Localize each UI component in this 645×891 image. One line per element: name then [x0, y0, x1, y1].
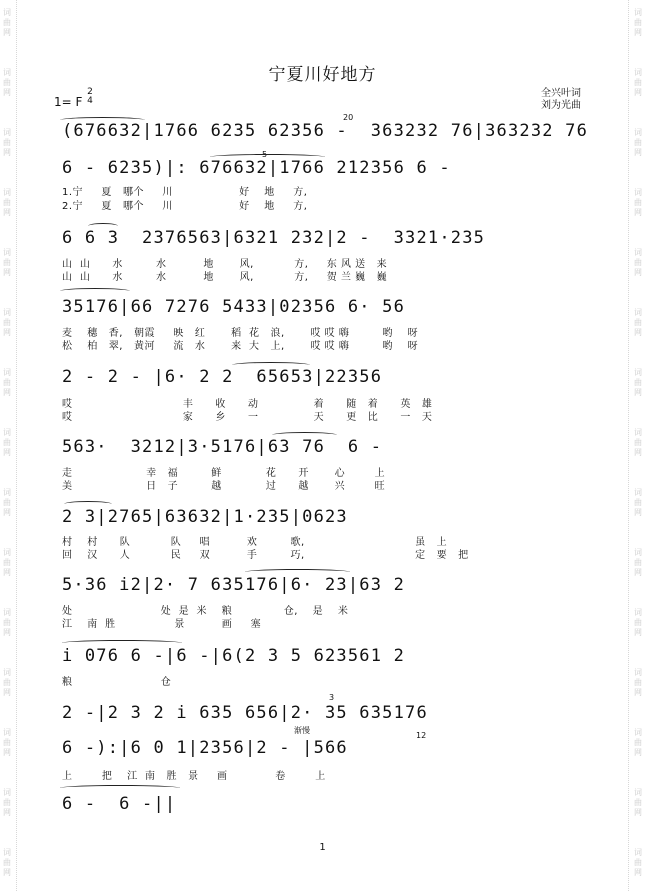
watermark-glyph-right: 曲	[634, 798, 642, 807]
watermark-glyph-left: 词	[3, 128, 11, 137]
lyric-row-6-verse-1: 走 幸 福 鲜 花 开 心 上	[62, 468, 386, 479]
watermark-glyph-left: 词	[3, 668, 11, 677]
lyric-row-7-verse-2: 回 汉 人 民 双 手 巧, 定 要 把	[62, 550, 469, 561]
mark-number-5: 5	[262, 150, 268, 159]
lyric-row-5-verse-2: 哎 家 乡 一 天 更 比 一 天	[62, 412, 433, 423]
lyric-row-8-verse-1: 处 处 是 米 粮 仓, 是 米	[62, 606, 349, 617]
watermark-glyph-right: 网	[634, 568, 642, 577]
watermark-glyph-right: 网	[634, 208, 642, 217]
lyric-row-3-verse-2: 山 山 水 水 地 风, 方, 贺 兰 巍 巍	[62, 272, 388, 283]
slur	[60, 785, 180, 791]
watermark-glyph-left: 曲	[3, 858, 11, 867]
watermark-glyph-right: 网	[634, 388, 642, 397]
lyric-row-9-verse-1: 粮 仓	[62, 677, 172, 688]
score-row-1: (676632|1766 6235 62356 - 363232 76|363232 76	[62, 121, 589, 141]
watermark-glyph-right: 词	[634, 848, 642, 857]
watermark-glyph-right: 网	[634, 808, 642, 817]
score-row-3: 6 6 3 2376563|6321 232|2 - 3321·235	[62, 228, 486, 248]
lyric-row-6-verse-2: 美 日 子 越 过 越 兴 旺	[62, 481, 386, 492]
page-number: 1	[319, 842, 326, 853]
watermark-glyph-right: 曲	[634, 378, 642, 387]
watermark-glyph-left: 曲	[3, 438, 11, 447]
watermark-glyph-left: 词	[3, 308, 11, 317]
lyric-row-11-verse-1: 上 把 江 南 胜 景 画 卷 上	[62, 771, 326, 782]
score-row-7: 2 3|2765|63632|1·235|0623	[62, 507, 348, 527]
watermark-glyph-left: 网	[3, 448, 11, 457]
watermark-glyph-left: 曲	[3, 318, 11, 327]
score-row-10: 2 -|2 3 2 i 635 656|2· 35 635176	[62, 703, 428, 723]
watermark-glyph-left: 曲	[3, 138, 11, 147]
watermark-glyph-right: 网	[634, 88, 642, 97]
score-row-4: 35176|66 7276 5433|02356 6· 56	[62, 297, 406, 317]
lyric-row-2-verse-1: 1.宁 夏 哪个 川 好 地 方,	[62, 187, 308, 198]
slur	[88, 223, 118, 229]
song-title: 宁夏川好地方	[268, 65, 377, 85]
watermark-glyph-right: 曲	[634, 138, 642, 147]
watermark-glyph-right: 词	[634, 788, 642, 797]
lyric-row-3-verse-1: 山 山 水 水 地 风, 方, 东 风 送 来	[62, 259, 388, 270]
lyric-row-7-verse-1: 村 村 队 队 唱 欢 歌, 虽 上	[62, 537, 448, 548]
watermark-glyph-right: 词	[634, 488, 642, 497]
watermark-glyph-left: 词	[3, 248, 11, 257]
watermark-glyph-left: 曲	[3, 198, 11, 207]
slur	[210, 154, 325, 160]
watermark-glyph-right: 词	[634, 308, 642, 317]
watermark-right	[631, 0, 645, 891]
slur	[60, 288, 130, 294]
watermark-glyph-left: 词	[3, 608, 11, 617]
key-signature: 1= F	[54, 95, 83, 109]
watermark-glyph-left: 网	[3, 688, 11, 697]
watermark-glyph-left: 网	[3, 628, 11, 637]
watermark-glyph-right: 词	[634, 608, 642, 617]
watermark-glyph-right: 网	[634, 328, 642, 337]
watermark-glyph-left: 网	[3, 268, 11, 277]
watermark-glyph-right: 曲	[634, 198, 642, 207]
watermark-glyph-left: 曲	[3, 738, 11, 747]
watermark-glyph-left: 曲	[3, 558, 11, 567]
watermark-glyph-right: 词	[634, 128, 642, 137]
watermark-glyph-left: 曲	[3, 798, 11, 807]
watermark-glyph-left: 网	[3, 508, 11, 517]
watermark-glyph-left: 网	[3, 748, 11, 757]
watermark-glyph-left: 词	[3, 728, 11, 737]
watermark-glyph-left: 网	[3, 28, 11, 37]
watermark-glyph-right: 网	[634, 508, 642, 517]
score-row-8: 5·36 i2|2· 7 635176|6· 23|63 2	[62, 575, 406, 595]
watermark-glyph-left: 词	[3, 548, 11, 557]
lyric-row-4-verse-1: 麦 穗 香, 朝霞 映 红 稻 花 浪, 哎 哎 嗨 哟 呀	[62, 328, 419, 339]
grace-number-12: 12	[416, 731, 427, 740]
watermark-glyph-left: 词	[3, 188, 11, 197]
watermark-glyph-right: 网	[634, 688, 642, 697]
score-row-12: 6 - 6 -||	[62, 794, 177, 814]
watermark-glyph-right: 词	[634, 368, 642, 377]
score-row-6: 563· 3212|3·5176|63 76 6 -	[62, 437, 383, 457]
slur	[272, 432, 337, 438]
watermark-glyph-right: 词	[634, 188, 642, 197]
watermark-glyph-right: 网	[634, 748, 642, 757]
score-row-5: 2 - 2 - |6· 2 2 65653|22356	[62, 367, 383, 387]
watermark-glyph-right: 词	[634, 428, 642, 437]
fermata-number-20: 20	[343, 113, 354, 122]
lyric-row-2-verse-2: 2.宁 夏 哪个 川 好 地 方,	[62, 201, 308, 212]
watermark-glyph-right: 曲	[634, 18, 642, 27]
watermark-glyph-left: 网	[3, 328, 11, 337]
watermark-glyph-right: 词	[634, 68, 642, 77]
watermark-glyph-left: 曲	[3, 498, 11, 507]
watermark-glyph-right: 曲	[634, 858, 642, 867]
slur	[60, 117, 145, 123]
watermark-glyph-left: 词	[3, 368, 11, 377]
lyric-row-5-verse-1: 哎 丰 收 动 着 随 着 英 雄	[62, 399, 433, 410]
watermark-glyph-right: 网	[634, 448, 642, 457]
slur	[62, 640, 182, 646]
watermark-glyph-right: 网	[634, 148, 642, 157]
watermark-glyph-right: 词	[634, 8, 642, 17]
watermark-glyph-left: 曲	[3, 258, 11, 267]
score-row-11: 6 -):|6 0 1|2356|2 - |566	[62, 738, 348, 758]
lyric-row-4-verse-2: 松 柏 翠, 黄河 流 水 来 大 上, 哎 哎 嗨 哟 呀	[62, 341, 419, 352]
watermark-glyph-right: 词	[634, 668, 642, 677]
watermark-glyph-left: 网	[3, 868, 11, 877]
composer-credit: 刘为光曲	[541, 100, 581, 111]
time-signature	[85, 88, 95, 106]
watermark-left	[0, 0, 14, 891]
watermark-glyph-left: 网	[3, 208, 11, 217]
watermark-glyph-right: 词	[634, 728, 642, 737]
watermark-glyph-right: 曲	[634, 258, 642, 267]
lyricist-credit: 全兴叶词	[541, 88, 581, 99]
score-row-9: i 076 6 -|6 -|6(2 3 5 623561 2	[62, 646, 406, 666]
watermark-glyph-right: 曲	[634, 318, 642, 327]
triplet-mark: 3	[329, 693, 335, 702]
watermark-glyph-right: 网	[634, 268, 642, 277]
watermark-glyph-right: 网	[634, 868, 642, 877]
score-row-2: 6 - 6235)|: 676632|1766 212356 6 -	[62, 158, 451, 178]
watermark-glyph-right: 词	[634, 548, 642, 557]
watermark-glyph-left: 曲	[3, 78, 11, 87]
watermark-glyph-left: 网	[3, 808, 11, 817]
watermark-glyph-left: 词	[3, 8, 11, 17]
watermark-glyph-right: 曲	[634, 738, 642, 747]
slur	[232, 362, 310, 368]
tempo-marking: 渐慢	[294, 726, 310, 735]
watermark-glyph-left: 词	[3, 848, 11, 857]
watermark-glyph-right: 曲	[634, 558, 642, 567]
watermark-glyph-left: 曲	[3, 618, 11, 627]
watermark-glyph-left: 网	[3, 568, 11, 577]
watermark-glyph-right: 网	[634, 628, 642, 637]
watermark-glyph-left: 曲	[3, 18, 11, 27]
watermark-glyph-left: 网	[3, 148, 11, 157]
watermark-glyph-right: 曲	[634, 438, 642, 447]
watermark-glyph-left: 曲	[3, 378, 11, 387]
watermark-glyph-left: 词	[3, 428, 11, 437]
watermark-glyph-right: 曲	[634, 498, 642, 507]
watermark-glyph-left: 网	[3, 388, 11, 397]
time-signature-bottom: 4	[87, 96, 93, 106]
slur	[245, 569, 350, 575]
watermark-glyph-right: 曲	[634, 78, 642, 87]
watermark-glyph-right: 曲	[634, 618, 642, 627]
watermark-glyph-left: 曲	[3, 678, 11, 687]
lyric-row-8-verse-2: 江 南 胜 景 画 塞	[62, 619, 262, 630]
watermark-glyph-left: 网	[3, 88, 11, 97]
watermark-glyph-right: 词	[634, 248, 642, 257]
watermark-glyph-right: 网	[634, 28, 642, 37]
watermark-glyph-left: 词	[3, 488, 11, 497]
slur	[64, 501, 112, 507]
watermark-glyph-right: 曲	[634, 678, 642, 687]
watermark-glyph-left: 词	[3, 68, 11, 77]
time-signature-top: 2	[87, 87, 93, 97]
watermark-glyph-left: 词	[3, 788, 11, 797]
